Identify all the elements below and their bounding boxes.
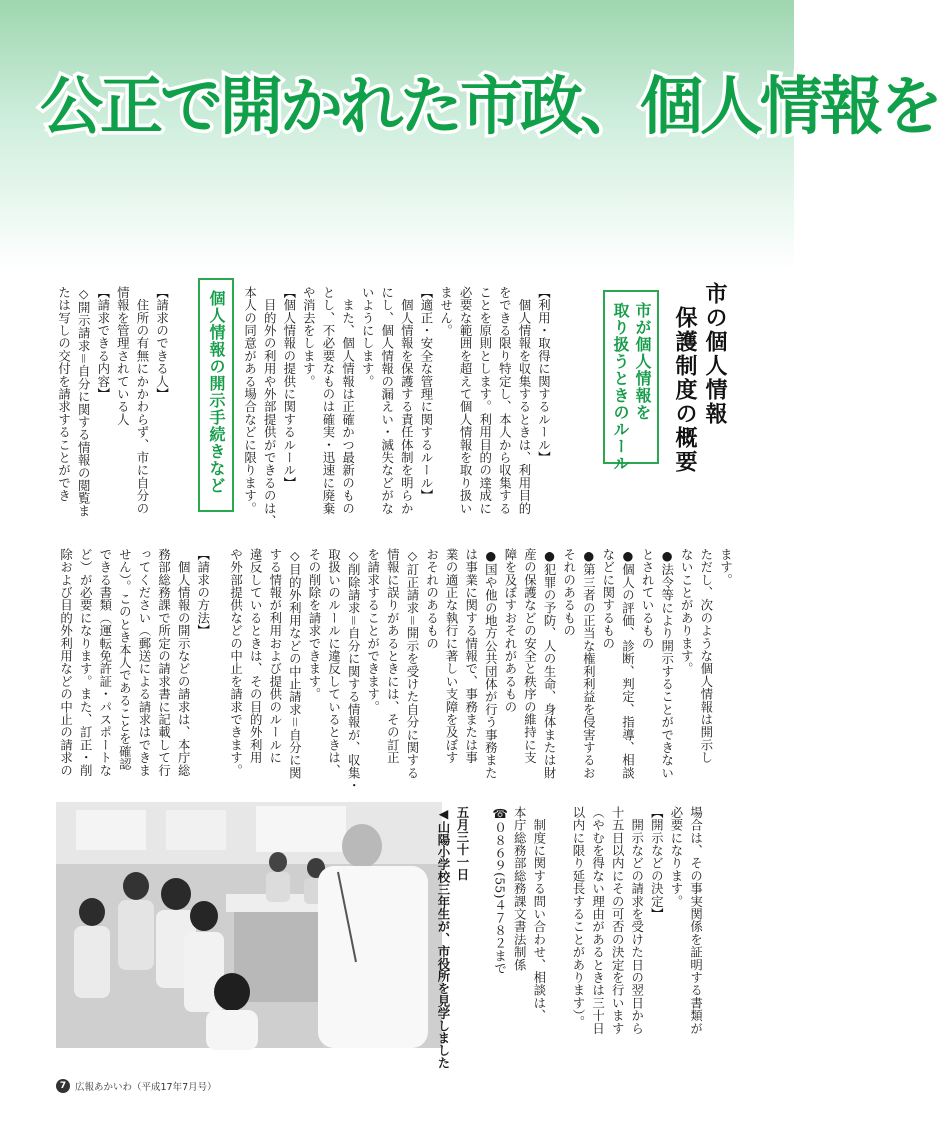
rules-heading-box: 市が個人情報を 取り扱うときのルール xyxy=(603,290,659,464)
photo-caption: 五月三十一日 ◀山陽小学校三年生が、市役所を見学しました xyxy=(436,806,470,1069)
page-headline: 公正で開かれた市政、個人情報を xyxy=(40,70,940,143)
page-footer xyxy=(56,1077,217,1095)
body-text-exceptions-and-requests: ます。 ただし、次のような個人情報は開示し ないことがあります。 ●法令等により開示することができない とされているもの ●個人の評価、診断、判定、指導、相談 などに関するもの ●第三者の正当な権利利益を侵害するお それのあるもの ●犯罪の予防、人の生命、身体または財 産の保護などの安全と秩序の維持に支 障を及ぼすおそれがあるもの ●国や他の地方公共団体が行う事務また は事業に関する情報で、事務または事 業の適正な執行に著しい支障を及ぼす おそれのあるもの ◇訂正請求＝開示を受けた自分に関する 情報に誤りがあるときには、その訂正 を請求することができます。 ◇削除請求＝自分に関する情報が、収集・ 取扱いのルールに違反しているときは、 その削除を請求できます。 ◇目的外利用などの中止請求＝自分に関 する情報が利用および提供のルールに 違反しているときは、その目的外利用 や外部提供などの中止を請求できます。 xyxy=(228,548,734,792)
disclosure-heading-box xyxy=(198,278,234,512)
publication-name: 広報あかいわ（平成17年7月号） xyxy=(75,1082,217,1093)
city-hall-visit-photo xyxy=(56,802,442,1048)
body-text-decision-and-contact: 場合は、その事実関係を証明する書類が 必要になります。 【開示などの決定】 開示などの請求を受けた日の翌日から 十五日以内にその可否の決定を行います （やむを得ない理由があるときは三十日 以内に限り延長することがあります）。 制度に関する問い合わせ、相談は、 本庁総務部総務課文書法制係 ☎０８６９(55)４７８２まで xyxy=(492,806,704,1035)
section-main-title: 市の個人情報 保護制度の概要 xyxy=(672,282,728,474)
body-text-rules: 【利用・取得に関するルール】 個人情報を収集するときは、利用目的 をできる限り特定し、本人から収集する ことを原則とします。利用目的の達成に 必要な範囲を超えて個人情報を取り扱い ません。 【適正・安全な管理に関するルール】 個人情報を保護する責任体制を明らか にし、個人情報の漏えい・滅失などがな いようにします。 また、個人情報は正確かつ最新のもの とし、不必要なものは確実・迅速に廃棄 や消去をします。 【個人情報の提供に関するルール】 目的外の利用や外部提供ができるのは、 本人の同意がある場合などに限ります。 xyxy=(242,286,552,528)
page-number: 7 xyxy=(56,1079,70,1093)
body-text-eligibility: 【請求のできる人】 住所の有無にかかわらず、市に自分の 情報を管理されている人 【請求できる内容】 ◇開示請求＝自分に関する情報の閲覧ま たは写しの交付を請求することができ xyxy=(56,286,170,518)
photo-illustration xyxy=(56,802,442,1048)
disclosure-heading-label: 個人情報の開示手続きなど xyxy=(207,290,226,494)
body-text-request-method: 【請求の方法】 個人情報の開示などの請求は、本庁総 務部総務課で所定の請求書に記載して行 ってください（郵送による請求はできま せん）。このとき本人であることを確認 できる書類（運転免許証・パスポートな ど）が必要になります。また、訂正・削 除および目的外利用などの中止の請求の xyxy=(58,548,211,777)
